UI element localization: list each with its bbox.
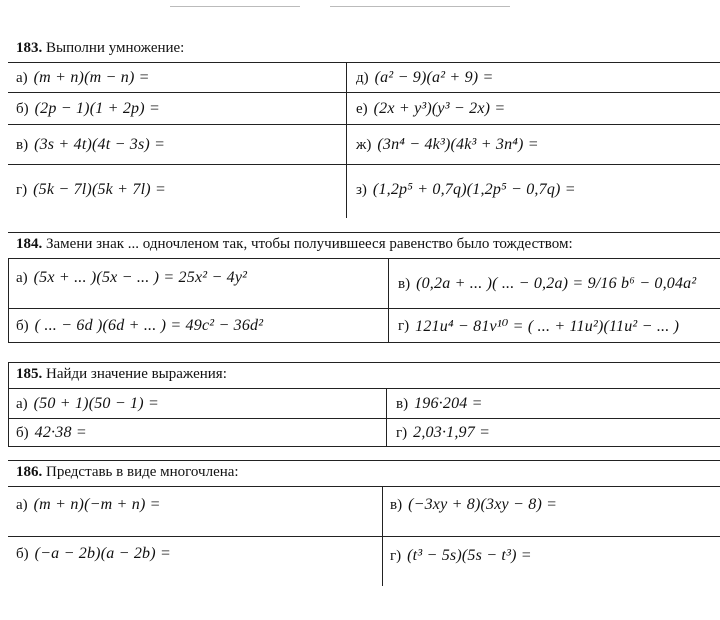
- table-184-row-rule: [8, 308, 720, 309]
- item-expression: (50 + 1)(50 − 1) =: [33, 395, 159, 412]
- table-184-top-rule: [8, 232, 720, 233]
- exercise-186-item-a: [16, 490, 161, 520]
- item-expression: 2,03·1,97 =: [413, 424, 491, 441]
- item-label: ж): [356, 136, 372, 153]
- table-183-row-rule: [8, 164, 720, 165]
- table-186-column-divider: [382, 486, 383, 586]
- exercise-183-item-e: [356, 94, 505, 124]
- table-186-row-rule: [8, 536, 720, 537]
- table-185-column-divider: [386, 388, 387, 446]
- exercise-186-item-g: [390, 540, 532, 572]
- item-expression: (3s + 4t)(4t − 3s) =: [34, 136, 166, 153]
- table-184-header-rule: [8, 258, 720, 259]
- table-185-header-rule: [8, 388, 720, 389]
- exercise-186-item-b: [16, 538, 171, 570]
- exercise-184-item-a: [16, 262, 247, 294]
- item-label: а): [16, 496, 28, 513]
- item-label: б): [16, 545, 29, 562]
- table-184-left-border: [8, 258, 9, 342]
- exercise-186-item-v: [390, 490, 557, 520]
- item-expression: (3n⁴ − 4k³)(4k³ + 3n⁴) =: [377, 136, 539, 153]
- table-183-top-rule: [8, 62, 720, 63]
- item-expression: (m + n)(−m + n) =: [33, 496, 161, 513]
- item-expression: (2x + y³)(y³ − 2x) =: [373, 100, 506, 117]
- item-expression: 121u⁴ − 81v¹⁰ = ( ... + 11u²)(11u² − ... ): [415, 318, 680, 335]
- exercise-186-text: Представь в виде многочлена:: [46, 464, 239, 480]
- table-183-row-rule: [8, 92, 720, 93]
- exercise-183-title: [16, 40, 184, 57]
- item-label: г): [390, 547, 402, 564]
- exercise-185-text: Найди значение выражения:: [46, 366, 227, 382]
- item-expression: (−3xy + 8)(3xy − 8) =: [408, 496, 558, 513]
- item-expression: 196·204 =: [414, 395, 483, 412]
- exercise-186-number: 186.: [16, 464, 43, 480]
- item-expression: (a² − 9)(a² + 9) =: [374, 69, 494, 86]
- table-186-header-rule: [8, 486, 720, 487]
- exercise-183-item-d: [356, 64, 494, 92]
- item-label: в): [390, 496, 403, 513]
- item-label: г): [16, 181, 28, 198]
- exercise-185-item-a: [16, 390, 159, 418]
- item-label: б): [16, 424, 29, 441]
- item-label: в): [396, 395, 409, 412]
- item-expression: (1,2p⁵ + 0,7q)(1,2p⁵ − 0,7q) =: [372, 181, 576, 198]
- item-label: а): [16, 395, 28, 412]
- item-label: б): [16, 317, 29, 334]
- exercise-184-item-v: [398, 262, 696, 306]
- item-label: г): [398, 317, 410, 334]
- exercise-183-item-v: [16, 126, 165, 164]
- table-185-left-border: [8, 362, 9, 446]
- item-label: а): [16, 69, 28, 86]
- item-expression: (−a − 2b)(a − 2b) =: [34, 545, 171, 562]
- exercise-184-number: 184.: [16, 236, 43, 252]
- exercise-183-item-zh: [356, 126, 539, 164]
- exercise-185-item-v: [396, 390, 483, 418]
- item-label: б): [16, 100, 29, 117]
- item-expression: (5k − 7l)(5k + 7l) =: [33, 181, 166, 198]
- exercise-183-item-b: [16, 94, 160, 124]
- exercise-184-item-g: [398, 310, 679, 342]
- item-expression: (m + n)(m − n) =: [33, 69, 150, 86]
- item-label: е): [356, 100, 368, 117]
- exercise-183-number: 183.: [16, 40, 43, 56]
- exercise-184-text: Замени знак ... одночленом так, чтобы получившееся равенство было тождеством:: [46, 236, 573, 252]
- exercise-184-item-b: [16, 310, 263, 342]
- exercise-185-item-b: [16, 420, 87, 446]
- exercise-184-title: [16, 236, 573, 253]
- item-expression: 42·38 =: [34, 424, 87, 441]
- item-label: д): [356, 69, 369, 86]
- item-label: г): [396, 424, 408, 441]
- item-expression: (0,2a + ... )( ... − 0,2a) = 9/16 b⁶ − 0,04a²: [416, 275, 697, 292]
- exercise-183-item-a: [16, 64, 150, 92]
- exercise-186-title: [16, 464, 239, 481]
- table-183-column-divider: [346, 62, 347, 218]
- table-184-column-divider: [388, 258, 389, 342]
- exercise-185-item-g: [396, 420, 490, 446]
- scan-artifact: [170, 6, 300, 7]
- exercise-183-item-g: [16, 170, 166, 210]
- item-expression: (t³ − 5s)(5s − t³) =: [407, 547, 532, 564]
- exercise-185-number: 185.: [16, 366, 43, 382]
- item-expression: (2p − 1)(1 + 2p) =: [34, 100, 160, 117]
- item-label: з): [356, 181, 367, 198]
- table-186-top-rule: [8, 460, 720, 461]
- table-183-row-rule: [8, 124, 720, 125]
- exercise-185-title: [16, 366, 227, 383]
- table-184-bottom-rule: [8, 342, 720, 343]
- exercise-183-text: Выполни умножение:: [46, 40, 185, 56]
- item-label: в): [16, 136, 29, 153]
- exercise-183-item-z: [356, 170, 576, 210]
- table-185-top-rule: [8, 362, 720, 363]
- table-185-bottom-rule: [8, 446, 720, 447]
- item-label: а): [16, 269, 28, 286]
- item-label: в): [398, 275, 411, 292]
- table-185-row-rule: [8, 418, 720, 419]
- scan-artifact: [330, 6, 510, 7]
- item-expression: (5x + ... )(5x − ... ) = 25x² − 4y²: [33, 269, 248, 286]
- item-expression: ( ... − 6d )(6d + ... ) = 49c² − 36d²: [34, 317, 264, 334]
